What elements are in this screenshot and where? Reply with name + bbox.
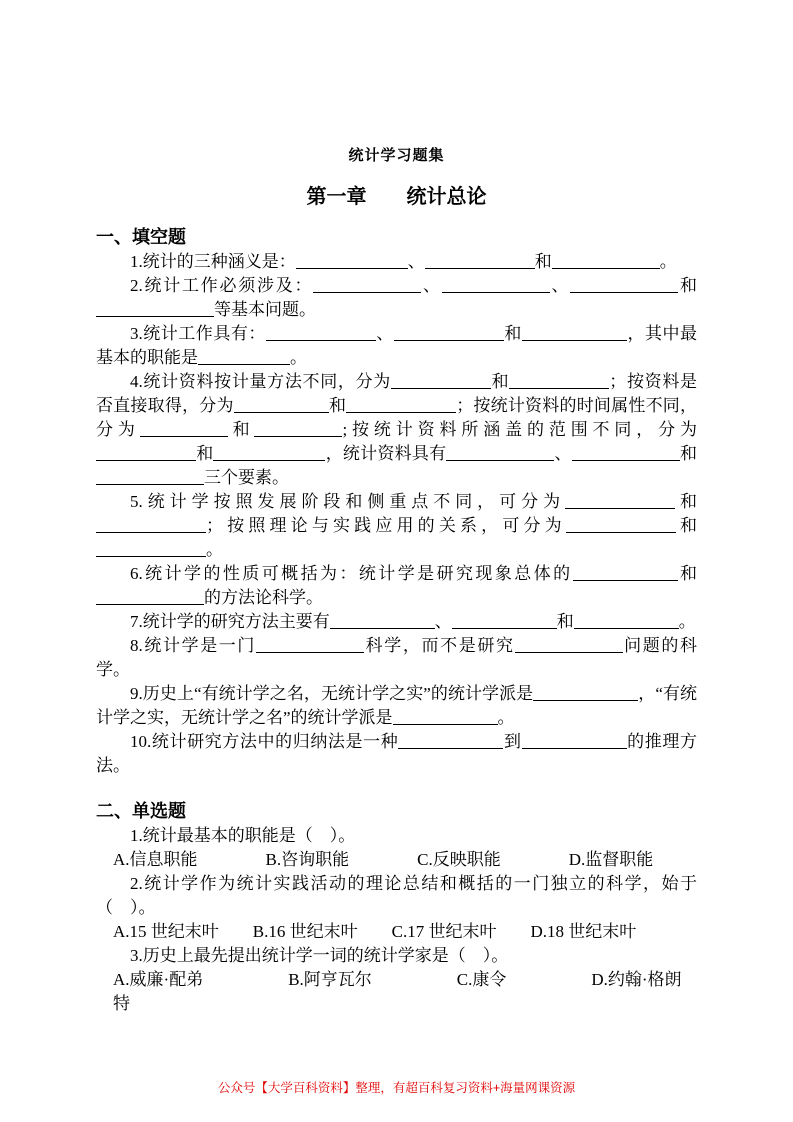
text-segment: ，其中最基本的职能是 [96,324,697,367]
question-stem [96,682,697,730]
options-row: A.信息职能 B.咨询职能 C.反映职能 D.监督职能 [113,850,654,869]
text-segment: 和 [490,372,510,391]
blank-line [234,395,329,413]
section-heading: 二、单选题 [96,801,186,821]
blank-line [96,539,206,557]
options-row: A.15 世纪末叶 B.16 世纪末叶 C.17 世纪末叶 D.18 世纪末叶 [113,922,637,941]
blank-line [398,731,503,749]
blank-line [394,323,504,341]
blank-line [391,371,491,389]
text-segment: 2.统计工作必须涉及： [130,276,314,295]
blank-line [570,275,678,293]
text-segment: 、 [554,444,572,463]
text-segment: 7.统计学的研究方法主要有 [130,612,330,631]
text-segment: 和 [227,420,255,439]
question-stem [96,610,697,634]
text-segment: 3.统计工作具有： [130,324,266,343]
text-segment: 5.统计学按照发展阶段和侧重点不同，可分为 [130,492,566,511]
question-stem [96,322,697,370]
text-segment: 。 [659,252,677,271]
text-segment: 和 [556,612,574,631]
blank-line [266,323,376,341]
blank-line [330,611,435,629]
text-segment: 3.历史上最先提出统计学一词的统计学家是（ ）。 [130,946,509,965]
text-segment: ，“有统计学之实，无统计学之名”的统计学派是 [96,684,698,727]
text-segment: 。 [678,612,696,631]
text-segment: 的方法论科学。 [204,588,323,607]
question-stem [96,274,697,322]
blank-line [572,443,680,461]
question-stem [96,730,697,778]
question-stem [96,944,697,968]
question-stem [96,250,697,274]
footer-note: 公众号【大学百科资料】整理，有超百科复习资料+海量网课资源 [217,1081,576,1095]
blank-line [198,347,290,365]
blank-line [565,491,675,509]
text-segment: 、 [375,324,394,343]
blank-line [96,467,204,485]
text-segment: 、 [549,276,571,295]
text-segment: 6.统计学的性质可概括为：统计学是研究现象总体的 [130,564,573,583]
blank-line [256,635,364,653]
text-segment: ，统计资料具有 [325,444,447,463]
blank-line [140,419,228,437]
text-segment: 。 [290,348,307,367]
blank-line [452,611,557,629]
blank-line [96,443,196,461]
blank-line [533,683,638,701]
text-segment: 问题的科学。 [96,636,698,679]
blank-line [346,395,456,413]
text-segment: 和 [675,516,698,535]
doc-title: 统计学习题集 [348,148,445,164]
blank-line [96,515,206,533]
text-segment: 。 [206,540,223,559]
text-segment: 1.统计最基本的职能是（ ）。 [130,826,356,845]
chapter-heading: 第一章 统计总论 [306,186,487,208]
text-segment: 、 [421,276,442,295]
text-segment: 和 [534,252,552,271]
text-segment: 、 [407,252,425,271]
text-segment: 和 [196,444,214,463]
blank-line [96,587,204,605]
text-segment: 三个要素。 [204,468,289,487]
blank-line [393,707,498,725]
text-segment: 、 [434,612,452,631]
question-stem [96,370,697,490]
blank-line [442,275,550,293]
text-segment: ;按统计资料所涵盖的范围不同，分为 [342,420,698,439]
sections-container [96,224,697,1016]
text-segment: 和 [677,564,698,583]
blank-line [509,371,609,389]
blank-line [96,299,214,317]
question-stem [96,824,697,848]
question-stem [96,872,697,920]
text-segment: 1.统计的三种涵义是： [130,252,296,271]
text-segment: 2.统计学作为统计实践活动的理论总结和概括的一门独立的科学，始于（ ）。 [96,874,697,917]
blank-line [254,419,342,437]
text-segment: ；按统计资料的时间属性不同，分为 [96,396,698,439]
question-stem [96,634,697,682]
text-segment: 科学，而不是研究 [364,636,515,655]
text-segment: 等基本问题。 [214,300,316,319]
text-segment: ；按资料是否直接取得，分为 [96,372,698,415]
blank-line [296,251,408,269]
text-segment: 到 [503,732,522,751]
text-segment: 9.历史上“有统计学之名，无统计学之实”的统计学派是 [130,684,534,703]
text-segment: 和 [679,444,698,463]
text-segment: 的推理方法。 [96,732,698,775]
blank-line [522,323,627,341]
blank-line [425,251,535,269]
text-segment: 8.统计学是一门 [130,636,257,655]
blank-line [213,443,325,461]
blank-line [522,731,627,749]
question-stem [96,490,697,562]
blank-line [573,563,678,581]
question-stem [96,562,697,610]
options-row: A.威廉·配弟 B.阿亨瓦尔 C.康令 D.约翰·格朗特 [113,970,682,1013]
text-segment: 10.统计研究方法中的归纳法是一种 [130,732,399,751]
blank-line [313,275,421,293]
text-segment: 和 [328,396,347,415]
text-segment: ；按照理论与实践应用的关系，可分为 [206,516,566,535]
text-segment: 和 [678,276,697,295]
section-heading: 一、填空题 [96,227,186,247]
text-segment: 。 [497,708,515,727]
blank-line [515,635,623,653]
text-segment: 和 [503,324,522,343]
blank-line [566,515,676,533]
blank-line [574,611,679,629]
blank-line [552,251,660,269]
text-segment: 4.统计资料按计量方法不同，分为 [130,372,391,391]
text-segment: 和 [675,492,698,511]
blank-line [446,443,554,461]
